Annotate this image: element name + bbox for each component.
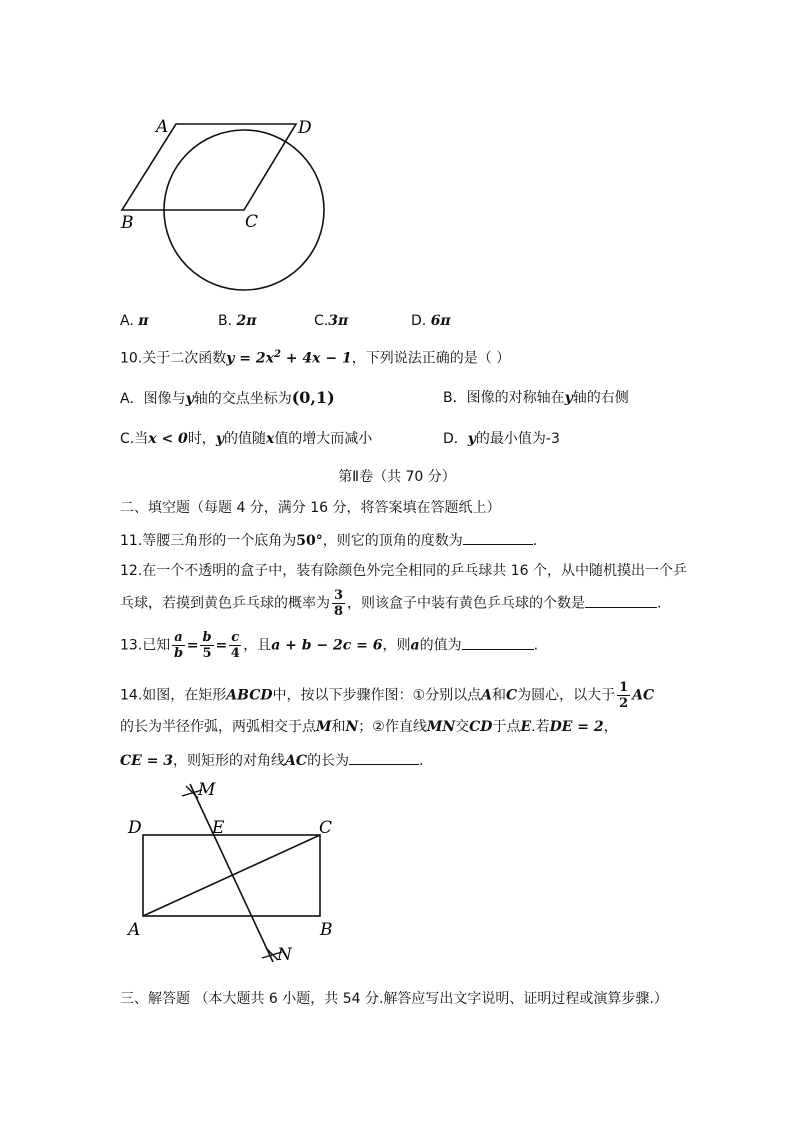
q10-optc-x: x xyxy=(265,431,275,447)
q14-point-n: N xyxy=(345,719,359,735)
q13-f3-den: 4 xyxy=(230,646,240,661)
q14-l2-if: .若 xyxy=(531,719,550,735)
q14-line2 xyxy=(120,718,618,736)
q10-opta-point: (0,1) xyxy=(291,388,335,407)
q10-optc-pre: C.当 xyxy=(120,431,149,447)
q14-l3-post: 的长为 xyxy=(307,753,350,769)
parallelogram-shape xyxy=(122,124,296,210)
part3-heading: 三、解答题 （本大题共 6 小题，共 54 分.解答应写出文字说明、证明过程或演算步骤.） xyxy=(120,991,668,1007)
q13-condition: a + b − 2c = 6 xyxy=(271,637,383,654)
q10-optc-mid2: 的值随 xyxy=(223,431,266,447)
q10-opta-pre: A．图像与 xyxy=(120,391,186,407)
q12-probability-fraction xyxy=(332,588,345,619)
label-d2: D xyxy=(128,818,142,838)
figure-rectangle-bisector xyxy=(0,772,794,1002)
q10-option-d xyxy=(443,430,560,448)
q14-comma: ， xyxy=(603,719,618,735)
q9-option-d-value: 6π xyxy=(430,313,451,329)
label-b2: B xyxy=(320,920,333,940)
q13-fraction-3 xyxy=(229,630,241,661)
part2-title: 第Ⅱ卷（共 70 分） xyxy=(338,469,456,485)
q9-option-c xyxy=(314,312,348,330)
q13-fraction-2 xyxy=(200,630,213,661)
q10-optd-y: y xyxy=(467,431,476,447)
q12-line1: 12.在一个不透明的盒子中，装有除颜色外完全相同的乒乓球共 16 个，从中随机摸出一个乒 xyxy=(120,563,687,579)
q9-option-b-value: 2π xyxy=(236,313,257,329)
q10-optd-post: 的最小值为-3 xyxy=(475,431,560,447)
q13-mid: ，且 xyxy=(243,637,272,654)
q14-end: . xyxy=(419,753,424,769)
q10-opta-mid: 轴的交点坐标为 xyxy=(193,391,292,407)
q14-l2-pre: 的长为半径作弧，两弧相交于点 xyxy=(120,719,316,735)
q14-de: DE = 2 xyxy=(549,719,604,735)
q9-option-a-letter: A. xyxy=(120,313,134,329)
q14-l1-pre: 14.如图，在矩形 xyxy=(120,687,227,704)
q14-line1 xyxy=(120,680,654,711)
q14-l2-mid: ；②作直线 xyxy=(358,719,427,735)
label-b: B xyxy=(121,213,134,233)
q10-pre: 关于二次函数 xyxy=(142,350,227,367)
q9-option-c-value: 3π xyxy=(328,313,349,329)
q14-point-m: M xyxy=(316,719,332,735)
q14-half-fraction xyxy=(617,680,630,711)
q12-answer-blank[interactable] xyxy=(585,593,657,608)
q14-rect: ABCD xyxy=(226,687,273,704)
label-c: C xyxy=(245,212,259,232)
q13-end: . xyxy=(533,637,539,654)
q11-angle: 50° xyxy=(296,533,323,549)
q12-line2-pre: 乓球，若摸到黄色乒乓球的概率为 xyxy=(120,595,330,612)
q10-optc-cond: x < 0 xyxy=(148,431,188,447)
q14-and2: 和 xyxy=(331,719,346,735)
q10-stem xyxy=(120,346,510,368)
q11-post: ，则它的顶角的度数为 xyxy=(322,533,463,549)
q9-option-c-letter: C. xyxy=(314,313,329,329)
q13 xyxy=(120,630,538,661)
q14-ac: AC xyxy=(632,687,655,704)
q13-f1-num: a xyxy=(174,630,183,645)
q14-line3 xyxy=(120,750,424,770)
q14-half-den: 2 xyxy=(619,696,629,711)
q14-l1-post: 为圆心，以大于 xyxy=(517,687,616,704)
q13-answer-blank[interactable] xyxy=(462,635,534,650)
q13-eq-1: = xyxy=(186,637,199,654)
q9-option-b xyxy=(218,312,257,330)
q13-eq-2: = xyxy=(215,637,228,654)
q11 xyxy=(120,530,537,550)
q13-var: a xyxy=(410,637,420,654)
q13-f1-den: b xyxy=(173,646,184,661)
label-a2: A xyxy=(128,920,141,940)
q14-point-a: A xyxy=(481,687,492,704)
q13-post2: 的值为 xyxy=(419,637,462,654)
q13-f2-num: b xyxy=(202,630,212,645)
q14-ac2: AC xyxy=(285,753,308,769)
q10-formula-rest: + 4x − 1 xyxy=(280,350,352,367)
label-a: A xyxy=(156,117,169,137)
label-n: N xyxy=(277,945,292,965)
q13-f3-num: c xyxy=(231,630,240,645)
q14-cd: CD xyxy=(469,719,493,735)
q10-option-b xyxy=(443,389,629,407)
q12-line2-post: ，则该盒子中装有黄色乒乓球的个数是 xyxy=(347,595,586,612)
q10-opta-y: y xyxy=(185,391,194,407)
part2-heading: 二、填空题（每题 4 分，满分 16 分，将答案填在答题纸上） xyxy=(120,500,501,516)
q14-l3-mid: ，则矩形的对角线 xyxy=(173,753,286,769)
q9-option-d-letter: D. xyxy=(411,313,427,329)
q12-line2 xyxy=(120,588,662,619)
q12-end: . xyxy=(657,595,662,612)
q11-pre: 11.等腰三角形的一个底角为 xyxy=(120,533,297,549)
q14-l1-mid: 中，按以下步骤作图：①分别以点 xyxy=(272,687,482,704)
q9-option-d xyxy=(411,312,451,330)
label-d: D xyxy=(298,118,312,138)
q12-fraction-num: 3 xyxy=(334,588,344,603)
q10-optb-pre: B．图像的对称轴在 xyxy=(443,390,565,406)
label-e: E xyxy=(212,818,225,838)
label-c2: C xyxy=(319,818,333,838)
q11-answer-blank[interactable] xyxy=(463,530,533,545)
q10-optc-y: y xyxy=(215,431,224,447)
q13-f2-den: 5 xyxy=(202,646,212,661)
q9-option-a-value: π xyxy=(138,313,149,329)
line-mn xyxy=(190,784,273,962)
q14-mn: MN xyxy=(426,719,456,735)
q14-point-c: C xyxy=(505,687,518,704)
q10-option-c xyxy=(120,430,372,448)
parallelogram-abcd xyxy=(122,124,296,210)
q13-post1: ，则 xyxy=(382,637,411,654)
q9-option-a xyxy=(120,312,148,330)
q10-formula-y: y = 2x xyxy=(226,350,274,367)
q10-number: 10. xyxy=(120,350,143,367)
label-m: M xyxy=(198,780,216,800)
q13-pre: 13.已知 xyxy=(120,637,171,654)
q11-end: . xyxy=(532,533,538,549)
q14-point-e: E xyxy=(520,719,532,735)
figure-parallelogram-circle xyxy=(0,0,794,300)
q10-post: ，下列说法正确的是（ ） xyxy=(351,350,511,367)
q10-optc-mid1: 时， xyxy=(187,431,216,447)
q10-optb-y: y xyxy=(564,390,573,406)
q10-optd-pre: D． xyxy=(443,431,468,447)
q14-answer-blank[interactable] xyxy=(349,750,419,765)
diagonal-ac xyxy=(143,835,320,916)
q14-and: 和 xyxy=(491,687,506,704)
q14-l2-cross: 交 xyxy=(455,719,470,735)
q12-fraction-den: 8 xyxy=(334,604,344,619)
q9-option-b-letter: B. xyxy=(218,313,233,329)
q13-fraction-1 xyxy=(172,630,184,661)
q14-l2-at: 于点 xyxy=(492,719,521,735)
q14-ce: CE = 3 xyxy=(120,753,174,769)
q10-optc-post: 值的增大而减小 xyxy=(274,431,373,447)
q10-option-a xyxy=(120,389,335,408)
q10-optb-post: 轴的右侧 xyxy=(572,390,629,406)
q14-half-num: 1 xyxy=(619,680,629,695)
q10-formula-exp: 2 xyxy=(273,349,281,360)
